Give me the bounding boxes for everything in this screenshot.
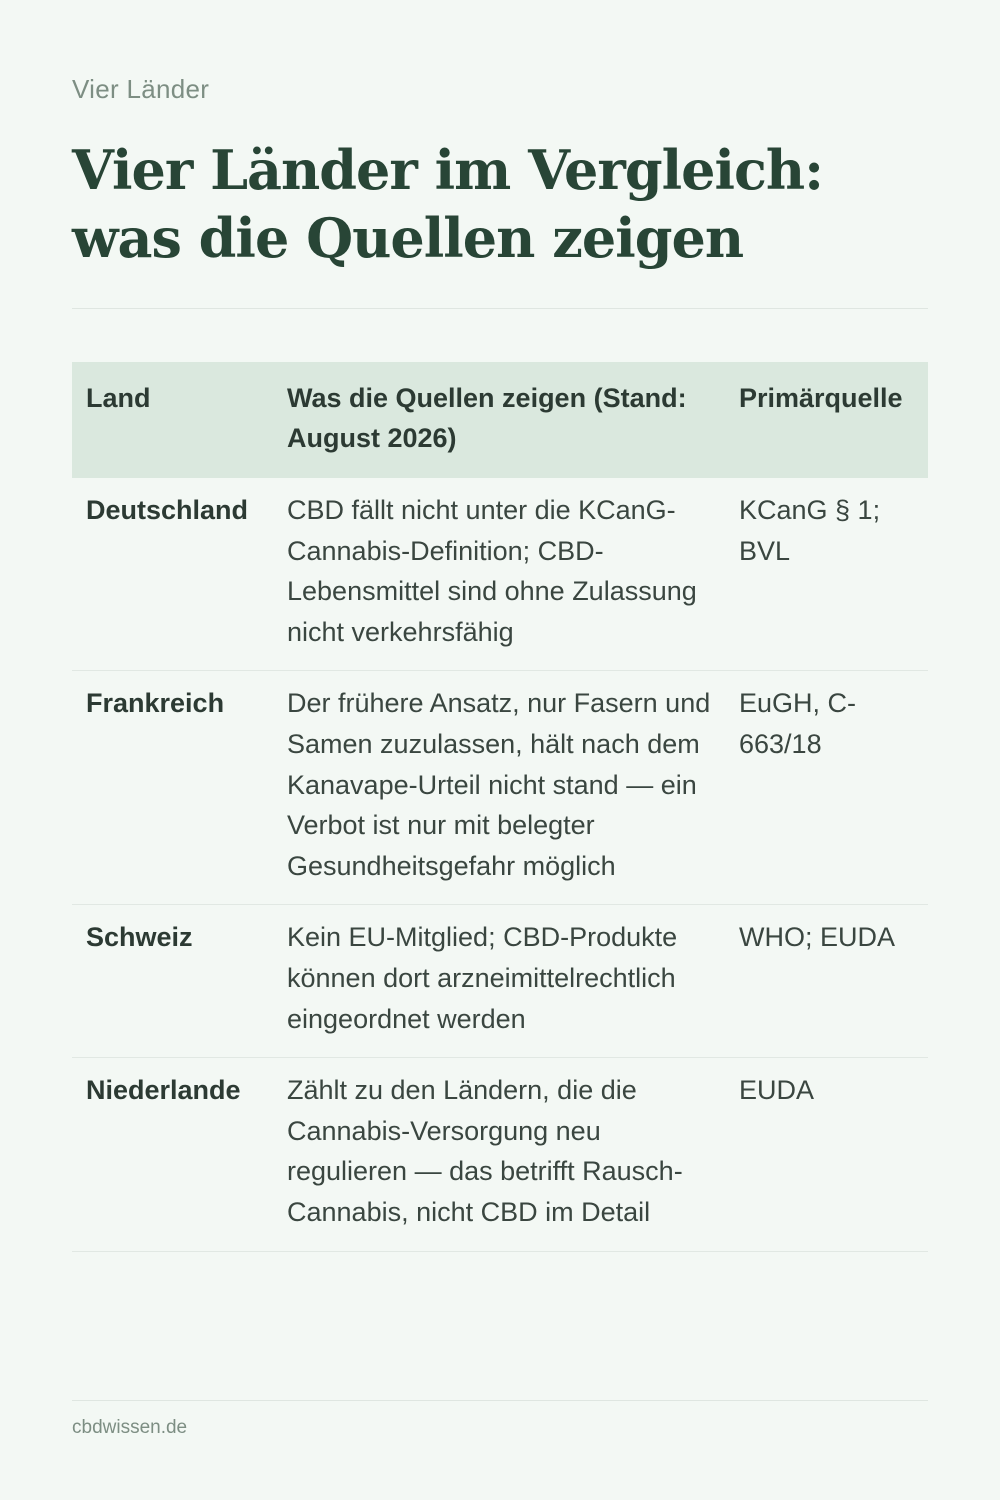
row-source: KCanG § 1; BVL	[725, 478, 928, 671]
row-source: WHO; EUDA	[725, 905, 928, 1058]
row-description: Kein EU-Mitglied; CBD-Produkte können dort arzneimittelrechtlich eingeordnet werden	[273, 905, 725, 1058]
row-source: EuGH, C-663/18	[725, 671, 928, 905]
row-land: Frankreich	[72, 671, 273, 905]
title-divider	[72, 308, 928, 309]
table-row	[72, 478, 928, 671]
table-header-row	[72, 362, 928, 478]
row-description: CBD fällt nicht unter die KCanG-Cannabis-Definition; CBD-Lebensmittel sind ohne Zulassung nicht verkehrsfähig	[273, 478, 725, 671]
row-description: Der frühere Ansatz, nur Fasern und Samen zuzulassen, hält nach dem Kanavape-Urteil nicht stand — ein Verbot ist nur mit belegter Gesundheitsgefahr möglich	[273, 671, 725, 905]
footer-site-name: cbdwissen.de	[72, 1417, 188, 1438]
column-header-quellen: Was die Quellen zeigen (Stand: August 2026)	[273, 362, 725, 478]
row-description: Zählt zu den Ländern, die die Cannabis-Versorgung neu regulieren — das betrifft Rausch-Cannabis, nicht CBD im Detail	[273, 1058, 725, 1251]
row-source: EUDA	[725, 1058, 928, 1251]
row-land: Schweiz	[72, 905, 273, 1058]
eyebrow-label: Vier Länder	[72, 74, 210, 104]
column-header-land: Land	[72, 362, 273, 478]
row-land: Niederlande	[72, 1058, 273, 1251]
row-land: Deutschland	[72, 478, 273, 671]
table-row	[72, 1058, 928, 1251]
column-header-primaerquelle: Primärquelle	[725, 362, 928, 478]
footer-divider	[72, 1400, 928, 1401]
page-title: Vier Länder im Vergleich: was die Quellen zeigen	[72, 138, 824, 270]
table-row	[72, 905, 928, 1058]
comparison-table	[72, 362, 928, 1252]
table-row	[72, 671, 928, 905]
